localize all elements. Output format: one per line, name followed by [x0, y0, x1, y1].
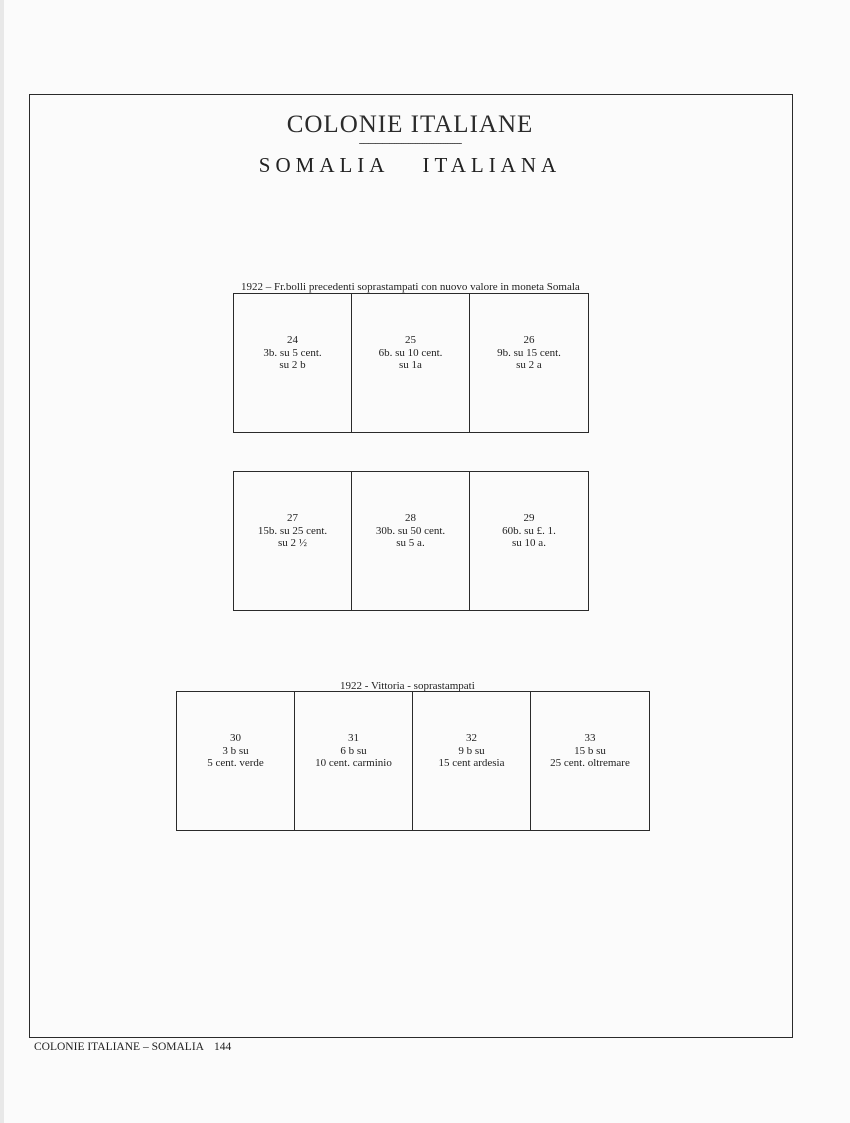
stamp-row — [233, 471, 589, 611]
stamp-space — [531, 692, 649, 830]
stamp-value: 9 b su — [458, 744, 485, 757]
stamp-space — [352, 294, 470, 432]
stamp-description: 10 cent. carminio — [315, 757, 392, 769]
section-caption: 1922 – Fr.bolli precedenti soprastampati con nuovo valore in moneta Somala — [241, 281, 580, 293]
stamp-space — [470, 472, 588, 610]
stamp-value: 9b. su 15 cent. — [497, 346, 561, 359]
stamp-value: 15 b su — [574, 744, 606, 757]
stamp-value: 60b. su £. 1. — [502, 524, 556, 537]
stamp-number: 24 — [287, 334, 298, 346]
stamp-value: 3 b su — [222, 744, 249, 757]
stamp-number: 30 — [230, 732, 241, 744]
stamp-description: su 10 a. — [512, 537, 546, 549]
page-title: COLONIE ITALIANE — [286, 111, 534, 138]
stamp-number: 31 — [348, 732, 359, 744]
stamp-description: 25 cent. oltremare — [550, 757, 630, 769]
stamp-row — [233, 293, 589, 433]
stamp-description: 5 cent. verde — [207, 757, 264, 769]
stamp-description: su 2 b — [279, 359, 306, 371]
stamp-value: 3b. su 5 cent. — [263, 346, 322, 359]
stamp-space — [234, 294, 352, 432]
stamp-space — [177, 692, 295, 830]
stamp-value: 6 b su — [340, 744, 367, 757]
stamp-number: 25 — [405, 334, 416, 346]
stamp-description: su 2 a — [516, 359, 542, 371]
stamp-value: 30b. su 50 cent. — [375, 524, 446, 537]
stamp-number: 26 — [523, 334, 535, 346]
page-subtitle: SOMALIA ITALIANA — [258, 153, 562, 177]
stamp-number: 29 — [523, 512, 535, 524]
page-number: 144 — [213, 1041, 232, 1053]
stamp-description: su 5 a. — [396, 537, 425, 549]
stamp-number: 33 — [584, 732, 596, 744]
stamp-number: 28 — [405, 512, 416, 524]
title-separator: -------------------------------------------- — [358, 138, 462, 149]
stamp-number: 32 — [466, 732, 477, 744]
stamp-space — [470, 294, 588, 432]
stamp-description: su 1a — [399, 359, 422, 371]
stamp-number: 27 — [287, 512, 298, 524]
stamp-row — [176, 691, 650, 831]
page-footer — [34, 1041, 231, 1053]
stamp-value: 15b. su 25 cent. — [257, 524, 328, 537]
stamp-description: 15 cent ardesia — [438, 757, 505, 769]
stamp-space — [413, 692, 531, 830]
stamp-description: su 2 ½ — [277, 537, 308, 549]
section-caption: 1922 - Vittoria - soprastampati — [340, 680, 475, 692]
stamp-space — [234, 472, 352, 610]
stamp-value: 6b. su 10 cent. — [378, 346, 443, 359]
stamp-space — [295, 692, 413, 830]
stamp-space — [352, 472, 470, 610]
footer-text: COLONIE ITALIANE – SOMALIA — [34, 1041, 204, 1053]
